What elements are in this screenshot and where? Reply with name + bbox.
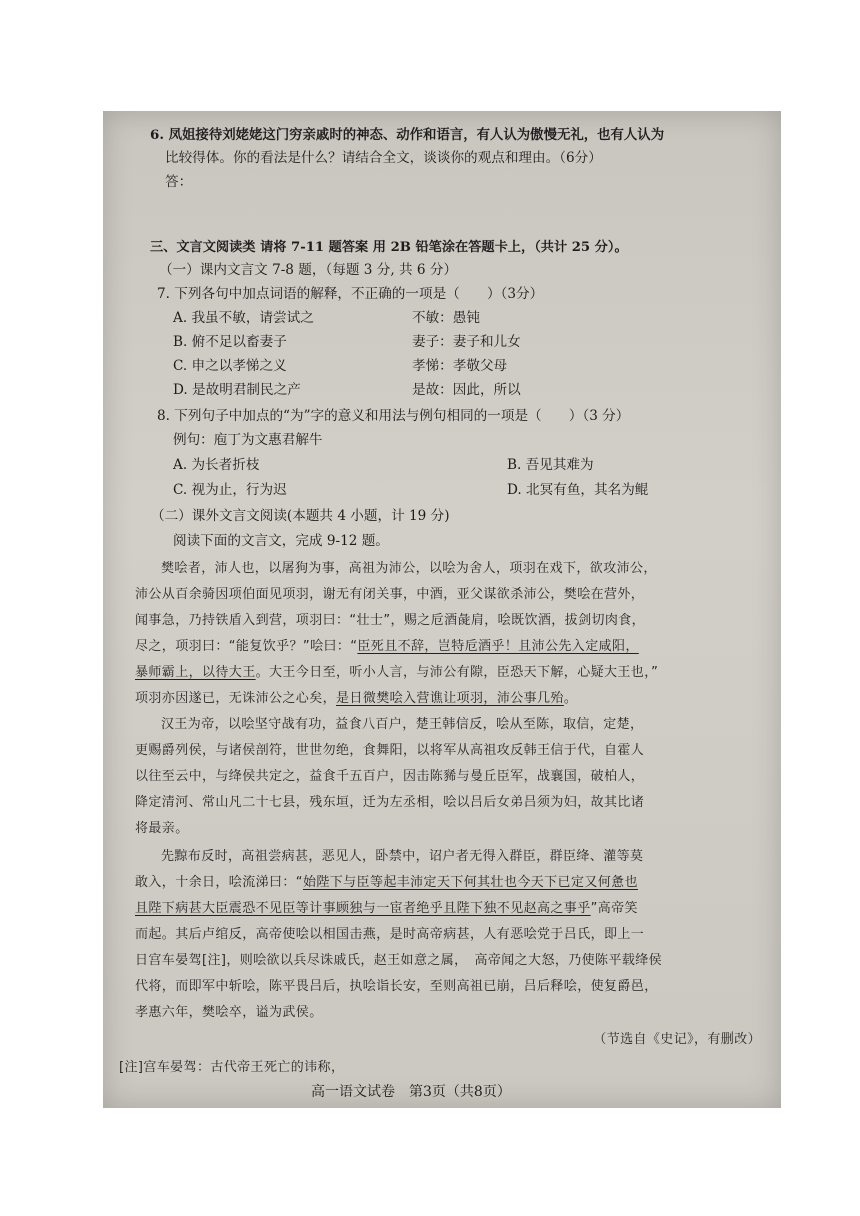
q8-option-a: A. 为长者折枝 (173, 457, 260, 473)
passage-line-11: 将最亲。 (135, 821, 189, 836)
passage-line-5 (135, 664, 658, 682)
passage-line-6-text: 项羽亦因遂已，无诛沛公之心矣， (135, 691, 337, 706)
q7-option-a: A. 我虽不敏，请尝试之 (173, 310, 314, 326)
passage-line-3: 闻事急，乃持铁盾入到营，项羽曰：“壮士”，赐之卮酒彘肩，哙既饮酒，拔剑切肉食， (135, 613, 646, 628)
q8-stem: 8. 下列句子中加点的“为”字的意义和用法与例句相同的一项是（ ）（3 分） (157, 408, 630, 424)
q7-option-a-gloss: 不敏：愚钝 (412, 310, 480, 326)
passage-line-12: 先黥布反时，高祖尝病甚，恶见人，卧禁中，诏户者无得入群臣，群臣绛、灌等莫 (161, 849, 644, 864)
q7-option-d-gloss: 是故：因此，所以 (412, 382, 521, 398)
passage-line-4-text: 尽之，项羽曰：“能复饮乎？”哙曰：“ (135, 639, 358, 654)
q6-line1: 6. 凤姐接待刘姥姥这门穷亲戚时的神态、动作和语言，有人认为傲慢无礼，也有人认为 (150, 127, 665, 143)
passage-line-6 (135, 690, 577, 708)
passage-line-4 (135, 638, 639, 656)
underlined-sentence-2: 是日微樊哙入营谯让项羽，沛公事几殆 (336, 691, 564, 706)
underlined-sentence-1a: 臣死且不辞，岂特卮酒乎！且沛公先入定咸阳， (357, 639, 639, 654)
section3-title: 三、文言文阅读类 请将 7-11 题答案 用 2B 铅笔涂在答题卡上，（共计 25 分）。 (150, 240, 628, 255)
passage-line-14-text: ”高帝笑 (590, 901, 638, 916)
page-footer: 高一语文试卷 第3页（共8页） (311, 1084, 511, 1100)
q7-option-d: D. 是故明君制民之产 (173, 382, 301, 398)
underlined-sentence-1b: 暴师霸上，以待大王 (135, 665, 256, 680)
passage-line-8: 更赐爵列侯，与诸侯剖符，世世勿绝，食舞阳，以将军从高祖攻反韩王信于代，自霍人 (135, 743, 645, 758)
passage-line-2: 沛公从百余骑因项伯面见项羽，谢无有闭关事，中酒，亚父谋欲杀沛公，樊哙在营外， (135, 587, 645, 602)
passage-source: （节选自《史记》，有删改） (593, 1032, 761, 1047)
q8-option-c: C. 视为止，行为迟 (173, 482, 287, 498)
q8-example: 例句：庖丁为文惠君解牛 (173, 432, 323, 448)
q7-stem: 7. 下列各句中加点词语的解释，不正确的一项是（ ）（3分） (157, 286, 544, 302)
passage-line-10: 降定清河、常山凡二十七县，残东垣，迁为左丞相，哙以吕后女弟吕须为妇，故其比诸 (135, 795, 645, 810)
q6-line2: 比较得体。你的看法是什么？请结合全文，谈谈你的观点和理由。（6分） (165, 150, 602, 166)
passage-line-14 (135, 900, 638, 918)
underlined-sentence-3a: 始陛下与臣等起丰沛定天下何其壮也今天下已定又何惫也 (302, 875, 638, 890)
footnote: [注]宫车晏驾：古代帝王死亡的讳称， (119, 1060, 345, 1075)
passage-line-18: 孝惠六年，樊哙卒，谥为武侯。 (135, 1005, 323, 1020)
exam-page (103, 111, 781, 1108)
passage-line-16: 日宫车晏驾[注]，则哙欲以兵尽诛戚氏，赵王如意之属， 高帝闻之大怒，乃使陈平载绛侯 (135, 953, 663, 968)
q6-answer-label: 答： (165, 174, 193, 190)
q8-option-d: D. 北冥有鱼，其名为鲲 (507, 482, 649, 498)
passage-line-17: 代将，而即军中斩哙，陈平畏吕后，执哙诣长安，至则高祖已崩，吕后释哙，使复爵邑， (135, 979, 658, 994)
passage-line-15: 而起。其后卢绾反，高帝使哙以相国击燕，是时高帝病甚，人有恶哙党于吕氏，即上一 (135, 927, 645, 942)
q7-option-c-gloss: 孝悌：孝敬父母 (412, 358, 508, 374)
part2-instruction: 阅读下面的文言文，完成 9-12 题。 (173, 533, 389, 549)
passage-line-1: 樊哙者，沛人也，以屠狗为事，高祖为沛公，以哙为舍人，项羽在戏下，欲攻沛公， (161, 561, 657, 576)
q8-option-b: B. 吾见其难为 (507, 457, 594, 473)
part2-title: （二）课外文言文阅读(本题共 4 小题，计 19 分) (151, 508, 450, 524)
q7-option-b: B. 俯不足以畜妻子 (173, 334, 287, 350)
passage-line-13-text: 敢入，十余日，哙流涕曰：“ (135, 875, 303, 890)
passage-line-13 (135, 874, 638, 892)
passage-line-6-end: 。 (563, 691, 578, 706)
q7-option-c: C. 申之以孝悌之义 (173, 358, 287, 374)
q7-option-b-gloss: 妻子：妻子和儿女 (412, 334, 521, 350)
passage-line-7: 汉王为帝，以哙坚守战有功，益食八百户，楚王韩信反，哙从至陈，取信，定楚， (161, 717, 644, 732)
passage-line-5-text: 。大王今日至，听小人言，与沛公有隙，臣恐天下解，心疑大王也，” (255, 665, 659, 680)
part1-title: （一）课内文言文 7-8 题，（每题 3 分, 共 6 分） (159, 262, 458, 278)
underlined-sentence-3b: 且陛下病甚大臣震恐不见臣等计事顾独与一宦者绝乎且陛下独不见赵高之事乎 (135, 901, 591, 916)
passage-line-9: 以往至云中，与绛侯共定之，益食千五百户，因击陈豨与曼丘臣军，战襄国，破柏人， (135, 769, 645, 784)
